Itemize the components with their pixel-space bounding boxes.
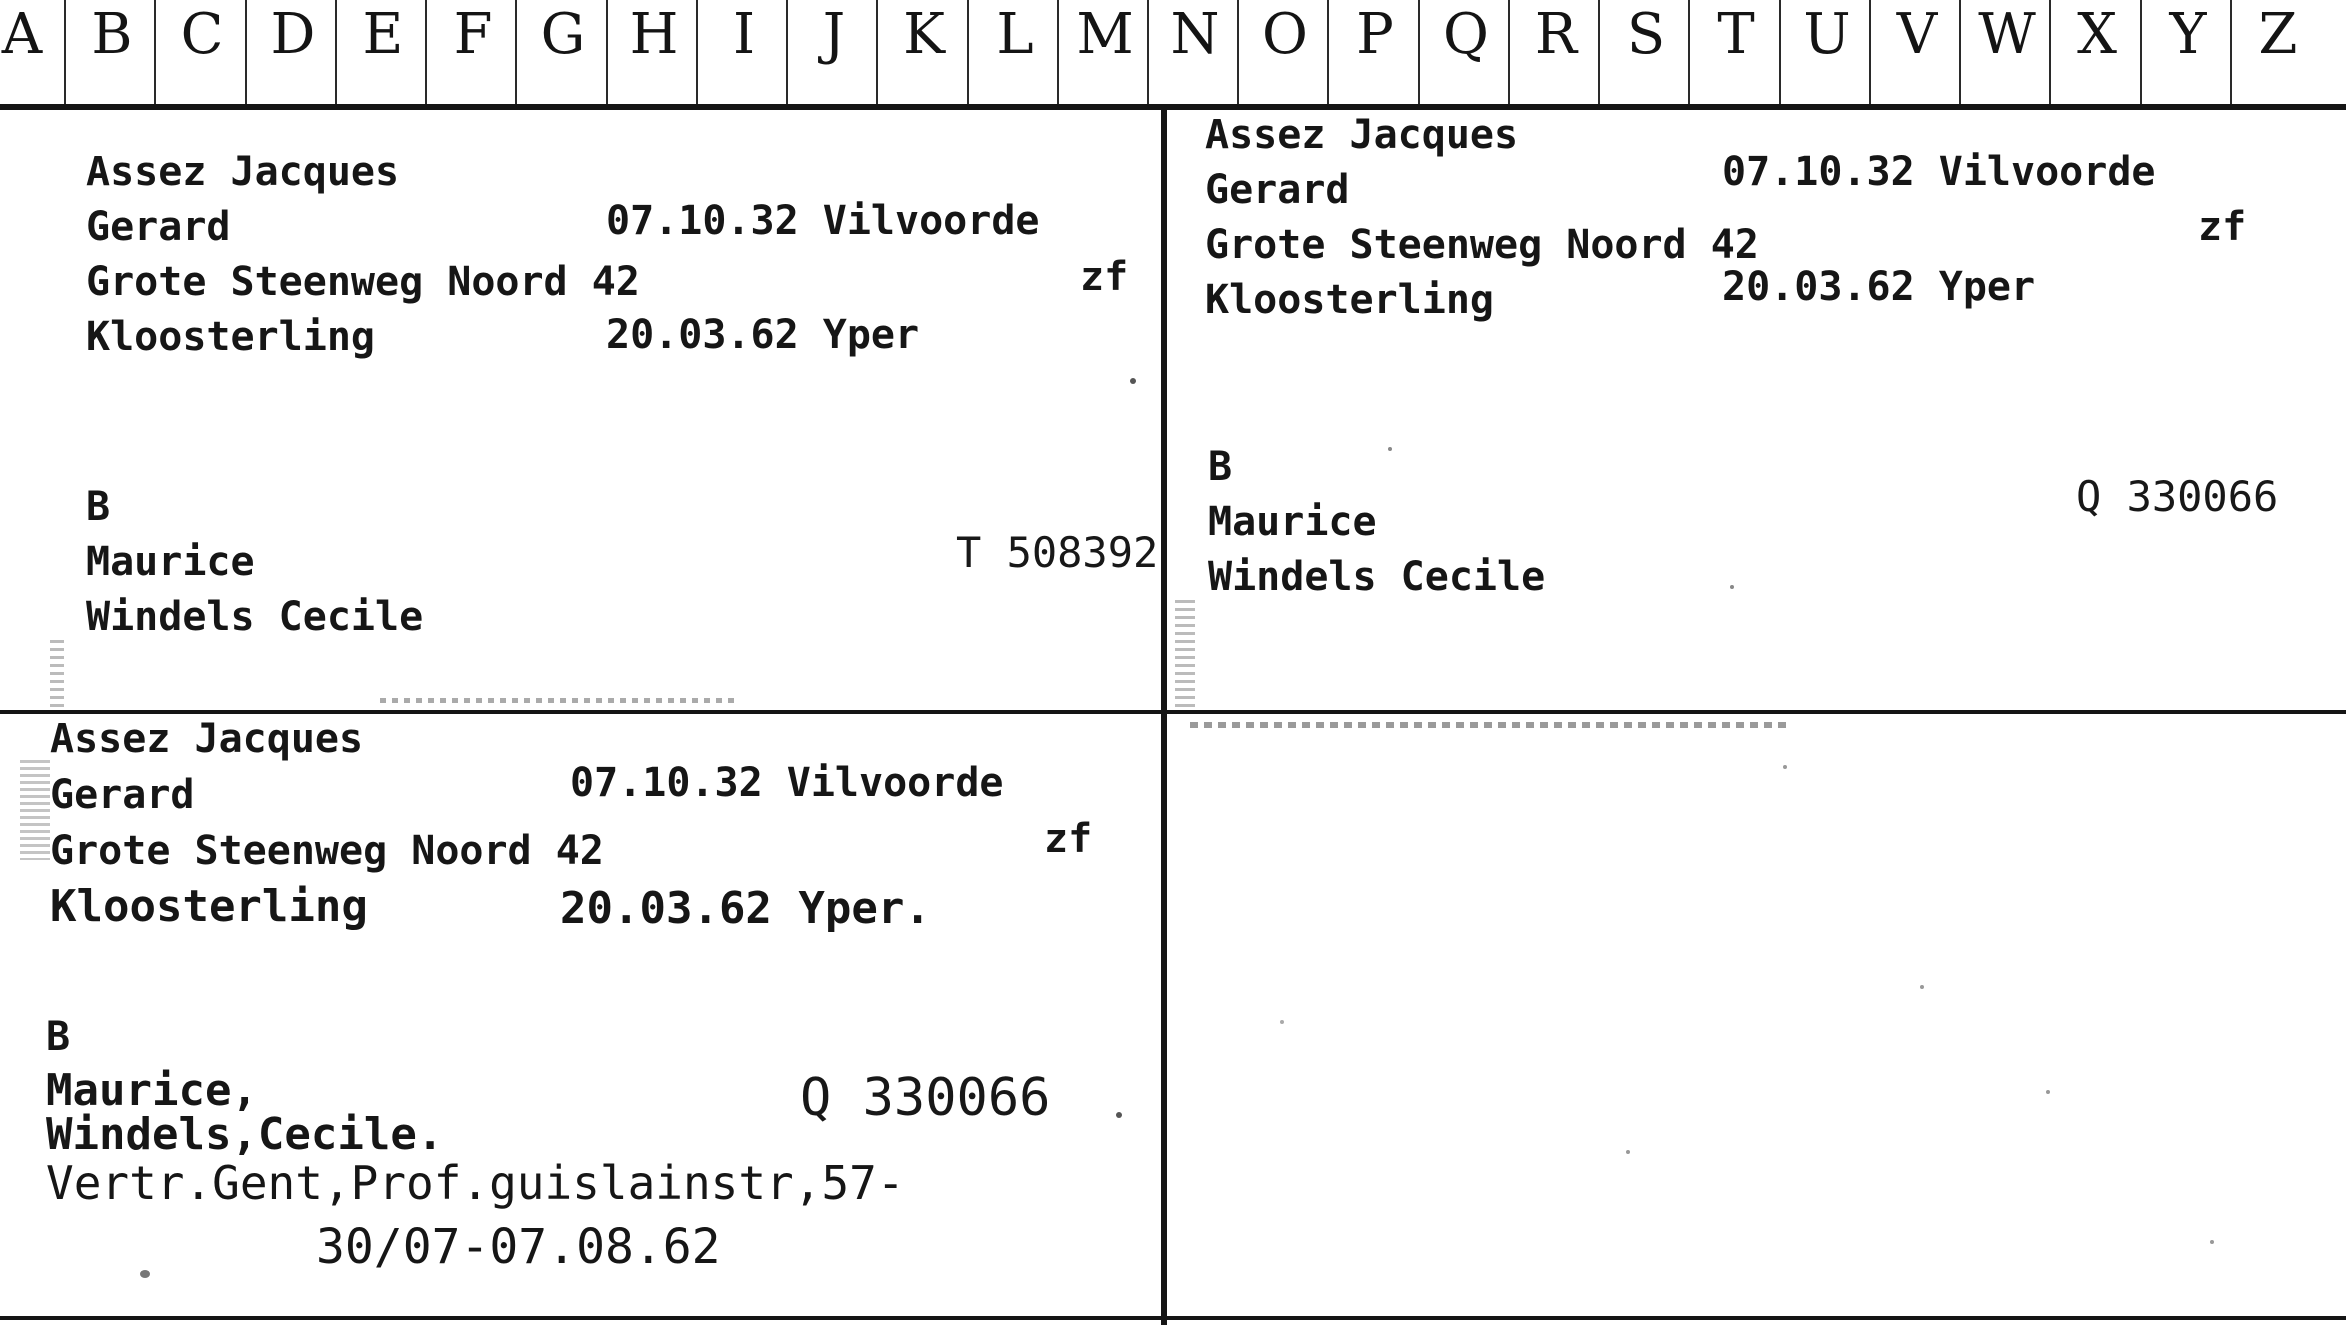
index-letter-y: Y bbox=[2169, 2, 2207, 67]
index-separator bbox=[696, 0, 698, 104]
index-letter-v: V bbox=[1896, 2, 1938, 67]
card-mother: Windels,Cecile. bbox=[46, 1109, 444, 1160]
index-separator bbox=[515, 0, 517, 104]
card-date-place: 20.03.62 Yper. bbox=[560, 883, 931, 934]
card-marker: zf bbox=[1044, 816, 1093, 862]
index-separator bbox=[1869, 0, 1871, 104]
card-letter: B bbox=[46, 1014, 71, 1060]
index-separator bbox=[245, 0, 247, 104]
index-letter-j: J bbox=[822, 2, 846, 67]
index-letter-w: W bbox=[1978, 2, 2036, 67]
index-letter-n: N bbox=[1170, 2, 1220, 67]
card-name: Assez Jacques bbox=[50, 716, 364, 762]
index-letter-p: P bbox=[1356, 2, 1394, 67]
index-letter-h: H bbox=[629, 2, 679, 67]
card-birth: 07.10.32 Vilvoorde bbox=[1722, 149, 2156, 195]
index-separator bbox=[1959, 0, 1961, 104]
index-letter-g: G bbox=[540, 2, 586, 67]
card-address: Grote Steenweg Noord 42 bbox=[1205, 222, 1759, 268]
index-separator bbox=[1237, 0, 1239, 104]
index-letter-u: U bbox=[1803, 2, 1851, 67]
index-letter-x: X bbox=[2077, 2, 2117, 67]
index-separator bbox=[2049, 0, 2051, 104]
index-separator bbox=[335, 0, 337, 104]
bottom-rule bbox=[0, 1316, 2346, 1320]
index-letter-q: Q bbox=[1443, 2, 1489, 67]
card-second-name: Gerard bbox=[1205, 167, 1350, 213]
card-father: Maurice bbox=[1208, 499, 1377, 545]
index-separator bbox=[1688, 0, 1690, 104]
card-status: Kloosterling bbox=[1205, 277, 1494, 323]
card-address: Grote Steenweg Noord 42 bbox=[50, 828, 604, 874]
card-code: Q 330066 bbox=[800, 1068, 1051, 1128]
card-code: T 508392 bbox=[956, 528, 1159, 577]
index-separator bbox=[876, 0, 878, 104]
card-birth: 07.10.32 Vilvoorde bbox=[570, 760, 1004, 806]
index-separator bbox=[967, 0, 969, 104]
index-separator bbox=[2140, 0, 2142, 104]
index-separator bbox=[786, 0, 788, 104]
card-address: Grote Steenweg Noord 42 bbox=[86, 259, 640, 305]
card-date-place: 20.03.62 Yper bbox=[606, 312, 920, 358]
index-letter-b: B bbox=[91, 2, 133, 67]
index-card-bottom-right-blank bbox=[1167, 714, 2346, 1316]
card-mother: Windels Cecile bbox=[1208, 554, 1546, 600]
card-second-name: Gerard bbox=[86, 204, 231, 250]
index-separator bbox=[1327, 0, 1329, 104]
index-separator bbox=[425, 0, 427, 104]
index-letter-k: K bbox=[903, 2, 945, 67]
index-separator bbox=[64, 0, 66, 104]
index-letter-a: A bbox=[1, 2, 43, 67]
index-letter-m: M bbox=[1076, 2, 1134, 67]
card-name: Assez Jacques bbox=[1205, 112, 1519, 158]
card-marker: zf bbox=[2198, 204, 2247, 250]
card-father: Maurice bbox=[86, 539, 255, 585]
index-letter-i: I bbox=[732, 2, 756, 67]
card-letter: B bbox=[86, 484, 111, 530]
card-marker: zf bbox=[1080, 254, 1129, 300]
card-letter: B bbox=[1208, 444, 1233, 490]
card-mother: Windels Cecile bbox=[86, 594, 424, 640]
index-separator bbox=[2230, 0, 2232, 104]
index-letter-r: R bbox=[1534, 2, 1578, 67]
card-name: Assez Jacques bbox=[86, 149, 400, 195]
header-rule bbox=[0, 104, 2346, 110]
index-letter-f: F bbox=[453, 2, 493, 67]
card-status: Kloosterling bbox=[86, 314, 375, 360]
card-status: Kloosterling bbox=[50, 881, 368, 932]
card-note-line-1: Vertr.Gent,Prof.guislainstr,57- bbox=[46, 1156, 905, 1210]
card-father: Maurice, bbox=[46, 1065, 258, 1116]
index-separator bbox=[1779, 0, 1781, 104]
index-separator bbox=[1508, 0, 1510, 104]
index-letter-o: O bbox=[1262, 2, 1308, 67]
index-letter-d: D bbox=[270, 2, 316, 67]
index-letter-s: S bbox=[1626, 2, 1666, 67]
card-second-name: Gerard bbox=[50, 772, 195, 818]
card-code: Q 330066 bbox=[2076, 472, 2279, 521]
index-separator bbox=[1598, 0, 1600, 104]
card-note-line-2: 30/07-07.08.62 bbox=[316, 1219, 721, 1275]
index-separator bbox=[1147, 0, 1149, 104]
index-letter-c: C bbox=[180, 2, 224, 67]
index-letter-z: Z bbox=[2258, 2, 2298, 67]
index-letter-l: L bbox=[996, 2, 1034, 67]
card-date-place: 20.03.62 Yper bbox=[1722, 264, 2036, 310]
index-separator bbox=[154, 0, 156, 104]
index-letter-e: E bbox=[362, 2, 404, 67]
alphabet-index-strip bbox=[0, 0, 2346, 110]
index-separator bbox=[1057, 0, 1059, 104]
card-birth: 07.10.32 Vilvoorde bbox=[606, 198, 1040, 244]
index-separator bbox=[1418, 0, 1420, 104]
index-separator bbox=[606, 0, 608, 104]
index-letter-t: T bbox=[1717, 2, 1755, 67]
